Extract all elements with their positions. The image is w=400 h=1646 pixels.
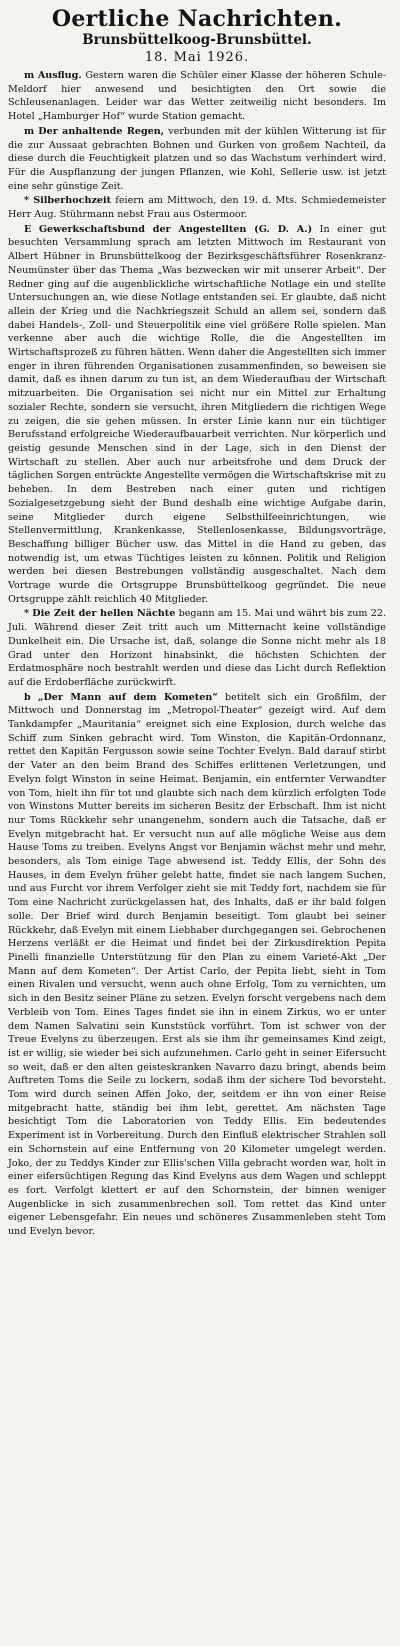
article-silberhochzeit [8,194,386,221]
article-body: feiern am Mittwoch, den 19. d. Mts. Schmiedemeister Herr Aug. Stührmann nebst Frau aus Ostermoor. [8,195,386,221]
article-marker: m [24,70,35,81]
article-helle-naechte [8,607,386,689]
article-headline: Die Zeit der hellen Nächte [32,608,176,620]
article-marker: E [24,223,32,235]
article-gewerkschaftsbund [8,223,386,607]
article-regen [8,125,386,194]
article-body: begann am 15. Mai und währt bis zum 22. Juli. Während dieser Zeit tritt auch um Mitternacht keine vollständige Dunkelheit ein. Die Ursache ist, daß, solange die Sonne nicht mehr als 18 Grad unter den Horizont hinabsinkt, die höchsten Schichten der Erdatmosphäre noch bestrahlt werden und diese das Licht durch Reflektion auf die Erdoberfläche zurückwirft. [8,608,386,688]
article-body: Gestern waren die Schüler einer Klasse der höheren Schule-Meldorf hier anwesend und besichtigten den Ort sowie die Schleusenanlagen. Leider war das Wetter zeitweilig nicht besonders. Im Hotel „Hamburger Hof“ wurde Station gemacht. [8,70,386,123]
article-mann-auf-dem-kometen [8,691,386,1239]
dateline: 18. Mai 1926. [144,50,250,65]
article-headline: Ausflug. [37,70,82,81]
article-marker: * [24,195,30,207]
page-subtitle: Brunsbüttelkoog-Brunsbüttel. [82,32,312,48]
article-marker: m [24,125,35,137]
article-headline: Silberhochzeit [33,195,112,207]
article-body: verbunden mit der kühlen Witterung ist für die zur Aussaat gebrachten Bohnen und Gurken von großem Nachteil, da diese durch die Feuchtigkeit platzen und so das Wachstum verhindert wird. Für die Auspflanzung der jungen Pflanzen, wie Kohl, Sellerie usw. ist jetzt eine sehr günstige Zeit. [8,125,386,192]
article-body: betitelt sich ein Großfilm, der Mittwoch und Donnerstag im „Metropol-Theater“ gezeigt wird. Auf dem Tankdampfer „Mauritania“ ereignet sich eine Explosion, durch welche das Schiff zum Sinken gebracht wird. Tom Winston, die Kapitän-Ordonnanz, rettet den Kapitän Fergusson sowie seine Tochter Evelyn. Bald darauf stirbt der Vater an den beim Brand des Schiffes erlittenen Verletzungen, und Evelyn folgt Winston in seine Heimat. Benjamin, ein entfernter Verwandter von Tom, hielt ihn für tot und glaubte sich nach dem kürzlich erfolgten Tode von Winstons Mutter bereits im sicheren Besitz der Erbschaft. Ihm ist nicht nur Toms Rückkehr sehr unangenehm, sondern auch die Tatsache, daß er Evelyn mitgebracht hat. Er versucht nun auf alle mögliche Weise aus dem Hause Toms zu treiben. Evelyns Angst vor Benjamin wächst mehr und mehr, besonders, als Tom einige Tage abwesend ist. Teddy Ellis, der Sohn des Hauses, in dem Evelyn früher gelebt hatte, findet sie nach langem Suchen, und aus Furcht vor ihrem Verfolger zieht sie mit Teddy fort, nachdem sie für Tom eine Nachricht zurückgelassen hat, des Inhalts, daß er ihr bald folgen solle. Der Brief wird durch Benjamin beseitigt. Tom glaubt bei seiner Rückkehr, daß Evelyn mit einem Liebhaber durchgegangen sei. Gebrochenen Herzens verläßt er die Heimat und findet bei der Zirkusdirektion Pepita Pinelli finanzielle Unterstützung für den Plan zu einem Varieté-Akt „Der Mann auf dem Kometen“. Der Artist Carlo, der Pepita liebt, sieht in Tom einen Rivalen und versucht, wenn auch ohne Erfolg, Tom zu vernichten, um sich in den Besitz seiner Pläne zu setzen. Evelyn forscht vergebens nach dem Verbleib von Tom. Eines Tages findet sie ihn in einem Zirkus, wo er unter dem Namen Salvatini sein Kunststück vorführt. Tom ist schwer von der Treue Evelyns zu überzeugen. Erst als sie ihm ihr gemeinsames Kind zeigt, ist er willig, sie wieder bei sich aufzunehmen. Carlo geht in seiner Eifersucht so weit, daß er den alten geisteskranken Navarro dazu bringt, abends beim Auftreten Toms die Seile zu lockern, sodaß ihm der sichere Tod bevorsteht. Tom wird durch seinen Affen Joko, der, seitdem er ihn von einer Reise mitgebracht hatte, ständig bei ihm lebt, gerettet. Am nächsten Tage besichtigt Tom die Laboratorien von Teddy Ellis. Ein bedeutendes Experiment ist in Vorbereitung. Durch den Einfluß elektrischer Strahlen soll ein Schornstein auf eine Entfernung von 20 Kilometer umgelegt werden. Joko, der zu Teddys Kinder zur Ellis'schen Villa gebracht worden war, holt in einer eifersüchtigen Regung das Kind Evelyns aus dem Wagen und schleppt es fort. Verfolgt klettert er auf den Schornstein, der binnen weniger Augenblicke in sich zusammenbrechen soll. Tom rettet das Kind unter eigener Lebensgefahr. Ein neues und schöneres Zusammenleben steht Tom und Evelyn bevor. [8,691,386,1238]
article-ausflug [8,69,386,124]
article-headline: „Der Mann auf dem Kometen“ [37,691,218,703]
article-body: In einer gut besuchten Versammlung sprach am letzten Mittwoch im Restaurant von Albert Hübner in Brunsbüttelkoog der Bezirksgeschäftsführer Rosenkranz-Neumünster über das Thema „Was bezwecken wir mit unserer Arbeit“. Der Redner ging auf die augenblickliche wirtschaftliche Notlage ein und stellte Untersuchungen an, wie diese Notlage entstanden sei. Er glaubte, daß nicht allein der Krieg und die Nachkriegszeit Schuld an allem sei, sondern daß dabei Handels-, Zoll- und Steuerpolitik eine viel größere Rolle spielen. Man verkenne aber auch die wichtige Rolle, die die Angestellten im Wirtschaftsprozeß zu führen hätten. Wenn daher die Angestellten sich immer enger in ihren führenden Organisationen zusammenfinden, so beweisen sie damit, daß es ihnen darum zu tun ist, an dem Wiederaufbau der Wirtschaft mitzuarbeiten. Die Organisation sei nicht nur ein Mittel zur Erhaltung sozialer Rechte, sondern sie versucht, ihren Mitgliedern die richtigen Wege zu zeigen, die sie gehen müssen. In erster Linie kann nur ein tüchtiger Berufsstand erfolgreiche Wiederaufbauarbeit verrichten. Nur körperlich und geistig gesunde Menschen sind in der Lage, sich in den Dienst der Wirtschaft zu stellen. Aber auch nur arbeitsfrohe und dem Druck der täglichen Sorgen entrückte Angestellte vermögen die Wirtschaftskrise mit zu beheben. In dem Bestreben nach einer guten und richtigen Sozialgesetzgebung sieht der Bund deshalb eine wichtige Aufgabe darin, seine Mitglieder durch eigene Selbsthilfeeinrichtungen, wie Stellenvermittlung, Krankenkasse, Stellenlosenkasse, Bildungsvorträge, Beschaffung billiger Bücher usw. das Mittel in die Hand zu geben, das notwendig ist, um etwas Tüchtiges leisten zu können. Politik und Religion werden bei diesen Bestrebungen vollständig ausgeschaltet. Nach dem Vortrage wurde die Ortsgruppe Brunsbüttelkoog gegründet. Die neue Ortsgruppe zählt reichlich 40 Mitglieder. [8,223,386,605]
article-marker: b [24,691,31,703]
article-marker: * [24,608,30,620]
page-title: Oertliche Nachrichten. [51,6,343,32]
article-headline: Der anhaltende Regen, [38,125,165,137]
article-headline: Gewerkschaftsbund der Angestellten (G. D. A.) [38,223,313,235]
